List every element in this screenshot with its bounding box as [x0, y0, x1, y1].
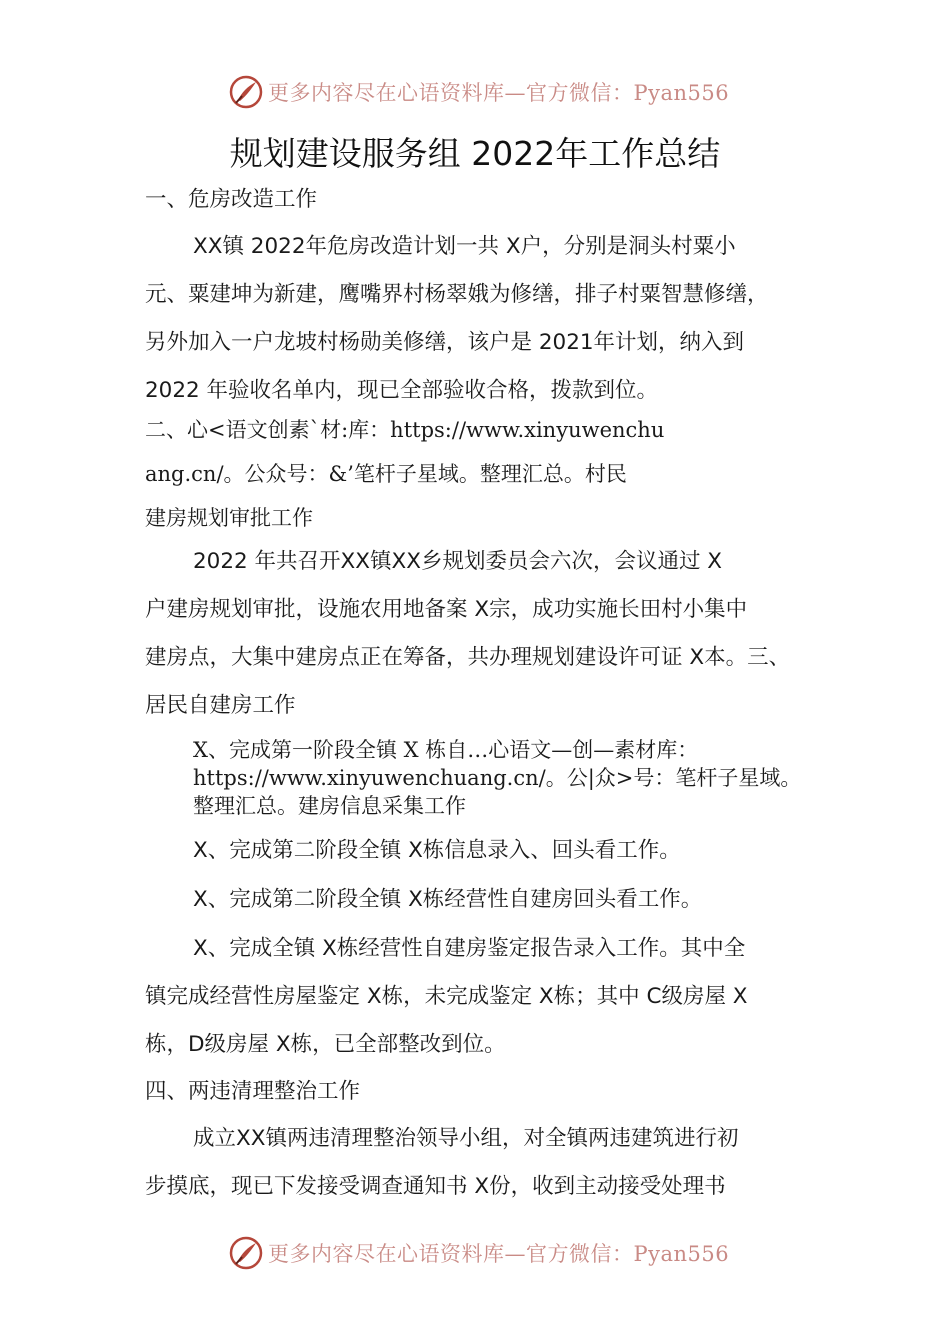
page-title: 规划建设服务组 2022年工作总结 — [229, 134, 721, 173]
quill-logo-icon — [228, 74, 264, 110]
list-item-s3-3 — [193, 876, 873, 924]
text-line: 二、心<语文创素`材:库：https://www.xinyuwenchu — [145, 418, 665, 442]
list-item-s3-2 — [193, 827, 873, 875]
section-heading-2 — [145, 408, 664, 540]
text-line: 栋，D级房屋 X栋，已全部整改到位。 — [145, 1032, 506, 1057]
paragraph-s2 — [145, 538, 825, 730]
paragraph-s4 — [145, 1115, 825, 1211]
text-line: 元、粟建坤为新建，鹰嘴界村杨翠娥为修缮，排子村粟智慧修缮， — [145, 282, 769, 307]
text-line: 步摸底，现已下发接受调查通知书 X份，收到主动接受处理书 — [145, 1174, 726, 1199]
text-line: 居民自建房工作 — [145, 693, 296, 718]
text-line: X、完成第二阶段全镇 X栋经营性自建房回头看工作。 — [193, 887, 703, 912]
header-banner — [228, 72, 729, 112]
text-line: X、完成第二阶段全镇 X栋信息录入、回头看工作。 — [193, 838, 681, 863]
text-line: 整理汇总。建房信息采集工作 — [193, 794, 466, 818]
text-line: XX镇 2022年危房改造计划一共 X户，分别是洞头村粟小 — [193, 234, 736, 259]
text-line: 2022 年验收名单内，现已全部验收合格，拨款到位。 — [145, 378, 659, 403]
text-line: 建房规划审批工作 — [145, 506, 313, 530]
text-line: 户建房规划审批，设施农用地备案 X宗，成功实施长田村小集中 — [145, 597, 748, 622]
footer-banner — [228, 1233, 729, 1273]
text-line: X、完成全镇 X栋经营性自建房鉴定报告录入工作。其中全 — [193, 936, 746, 961]
list-item-s3-4 — [145, 925, 825, 1069]
quill-logo-icon — [228, 1235, 264, 1271]
text-line: https://www.xinyuwenchuang.cn/。公|众>号：笔杆子星域。 — [193, 766, 802, 790]
text-line: 2022 年共召开XX镇XX乡规划委员会六次，会议通过 X — [193, 549, 723, 574]
list-item-s3-1 — [193, 736, 801, 820]
text-line: X、完成第一阶段全镇 X 栋自…心语文—创—素材库： — [193, 738, 699, 762]
section-heading-4: 四、两违清理整治工作 — [145, 1079, 361, 1104]
banner-text: 更多内容尽在心语资料库—官方微信：Pyan556 — [268, 81, 730, 105]
text-line: 镇完成经营性房屋鉴定 X栋，未完成鉴定 X栋；其中 C级房屋 X — [145, 984, 748, 1009]
text-line: 另外加入一户龙坡村杨勋美修缮，该户是 2021年计划，纳入到 — [145, 330, 745, 355]
banner-text: 更多内容尽在心语资料库—官方微信：Pyan556 — [268, 1242, 730, 1266]
section-heading-1: 一、危房改造工作 — [145, 187, 318, 212]
text-line: 建房点，大集中建房点正在筹备，共办理规划建设许可证 X本。三、 — [145, 645, 791, 670]
text-line: 成立XX镇两违清理整治领导小组，对全镇两违建筑进行初 — [193, 1126, 739, 1151]
paragraph-s1 — [145, 223, 825, 415]
text-line: ang.cn/。公众号：&’笔杆子星域。整理汇总。村民 — [145, 462, 627, 486]
